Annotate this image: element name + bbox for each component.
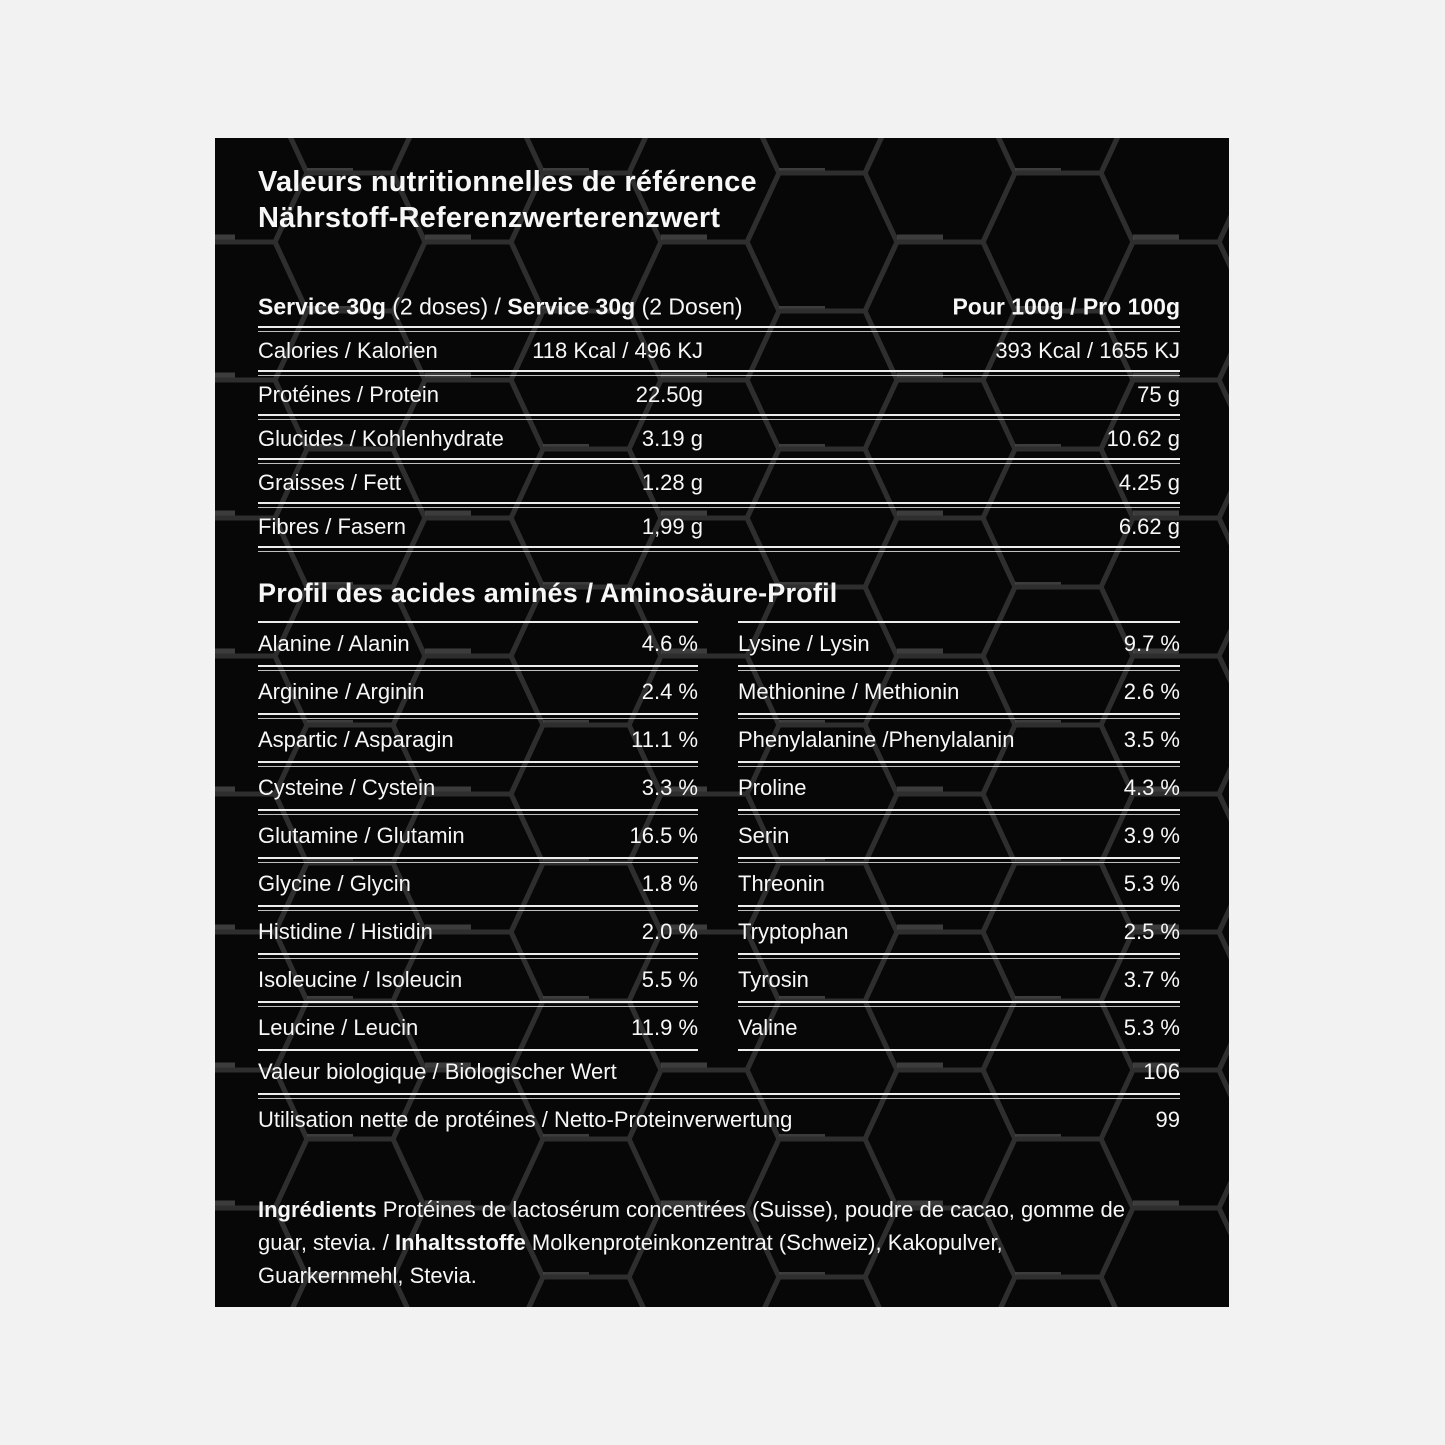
row-value-per-100g: 75 g <box>1137 382 1180 407</box>
ingredients-label-fr: Ingrédients <box>258 1197 377 1222</box>
amino-row: Glutamine / Glutamin 16.5 % <box>258 823 698 848</box>
row-label: Protéines / Protein <box>258 382 439 407</box>
amino-row: Valine 5.3 % <box>738 1015 1180 1040</box>
nutrition-label-panel <box>215 138 1229 1307</box>
row-value-per-serving: 3.19 g <box>641 426 703 451</box>
ingredients-paragraph <box>258 1193 1138 1292</box>
row-label: Graisses / Fett <box>258 470 402 495</box>
row-value-per-serving: 1.28 g <box>641 470 703 495</box>
amino-column-left <box>258 621 698 1051</box>
amino-row: Tryptophan 2.5 % <box>738 919 1180 944</box>
amino-row: Arginine / Arginin 2.4 % <box>258 679 698 704</box>
serving-size-header: Service 30g (2 doses) / Service 30g (2 Dosen) <box>258 293 743 320</box>
amino-row: Alanine / Alanin 4.6 % <box>258 631 698 656</box>
row-value: 99 <box>1155 1107 1180 1132</box>
row-value-per-100g: 10.62 g <box>1106 426 1180 451</box>
row-value-per-serving: 1,99 g <box>641 514 703 539</box>
amino-row: Tyrosin 3.7 % <box>738 967 1180 992</box>
label-title-de: Nährstoff-Referenzwerterenzwert <box>258 202 721 234</box>
row-label: Glucides / Kohlenhydrate <box>258 426 504 451</box>
nutrition-row-carbs <box>258 420 1180 458</box>
nutrition-row-fat <box>258 464 1180 502</box>
row-label: Calories / Kalorien <box>258 338 438 363</box>
rule <box>258 1049 698 1051</box>
amino-row: Cysteine / Cystein 3.3 % <box>258 775 698 800</box>
amino-row: Lysine / Lysin 9.7 % <box>738 631 1180 656</box>
nutrition-row-fiber <box>258 508 1180 546</box>
amino-row: Histidine / Histidin 2.0 % <box>258 919 698 944</box>
per-100g-header: Pour 100g / Pro 100g <box>952 293 1180 320</box>
row-label: Utilisation nette de protéines / Netto-Proteinverwertung <box>258 1107 793 1132</box>
row-value-per-serving: 118 Kcal / 496 KJ <box>532 338 703 363</box>
amino-row: Proline 4.3 % <box>738 775 1180 800</box>
row-value-per-100g: 393 Kcal / 1655 KJ <box>995 338 1180 363</box>
amino-row: Serin 3.9 % <box>738 823 1180 848</box>
ingredients-label-de: Inhaltsstoffe <box>394 1230 526 1255</box>
amino-column-right <box>738 621 1180 1051</box>
row-value-per-100g: 4.25 g <box>1118 470 1180 495</box>
amino-row: Methionine / Methionin 2.6 % <box>738 679 1180 704</box>
divider <box>258 546 1180 552</box>
amino-row: Glycine / Glycin 1.8 % <box>258 871 698 896</box>
net-protein-utilization-row <box>258 1099 1180 1141</box>
amino-row: Leucine / Leucin 11.9 % <box>258 1015 698 1040</box>
nutrition-row-calories <box>258 332 1180 370</box>
ingredients-text-de: Molkenproteinkonzentrat (Schweiz), Kakopulver, Guarkernmehl, Stevia. <box>258 1230 1009 1288</box>
row-label: Valeur biologique / Biologischer Wert <box>258 1059 617 1084</box>
serving-table-header <box>258 288 1180 326</box>
row-value: 106 <box>1143 1059 1180 1084</box>
row-value-per-serving: 22.50g <box>635 382 703 407</box>
amino-row: Isoleucine / Isoleucin 5.5 % <box>258 967 698 992</box>
rule <box>738 1049 1180 1051</box>
row-value-per-100g: 6.62 g <box>1118 514 1180 539</box>
amino-row: Aspartic / Asparagin 11.1 % <box>258 727 698 752</box>
amino-profile-heading: Profil des acides aminés / Aminosäure-Profil <box>258 578 838 608</box>
biological-value-row <box>258 1051 1180 1093</box>
amino-row: Threonin 5.3 % <box>738 871 1180 896</box>
ingredients-text-fr: Protéines de lactosérum concentrées (Suisse), poudre de cacao, gomme de guar, stevia. / <box>258 1197 1132 1255</box>
amino-row: Phenylalanine /Phenylalanin 3.5 % <box>738 727 1180 752</box>
row-label: Fibres / Fasern <box>258 514 406 539</box>
label-title <box>258 164 1180 236</box>
amino-acid-table <box>258 621 1180 1051</box>
label-content <box>215 138 1229 1292</box>
label-title-fr: Valeurs nutritionnelles de référence <box>258 166 757 198</box>
nutrition-row-protein <box>258 376 1180 414</box>
